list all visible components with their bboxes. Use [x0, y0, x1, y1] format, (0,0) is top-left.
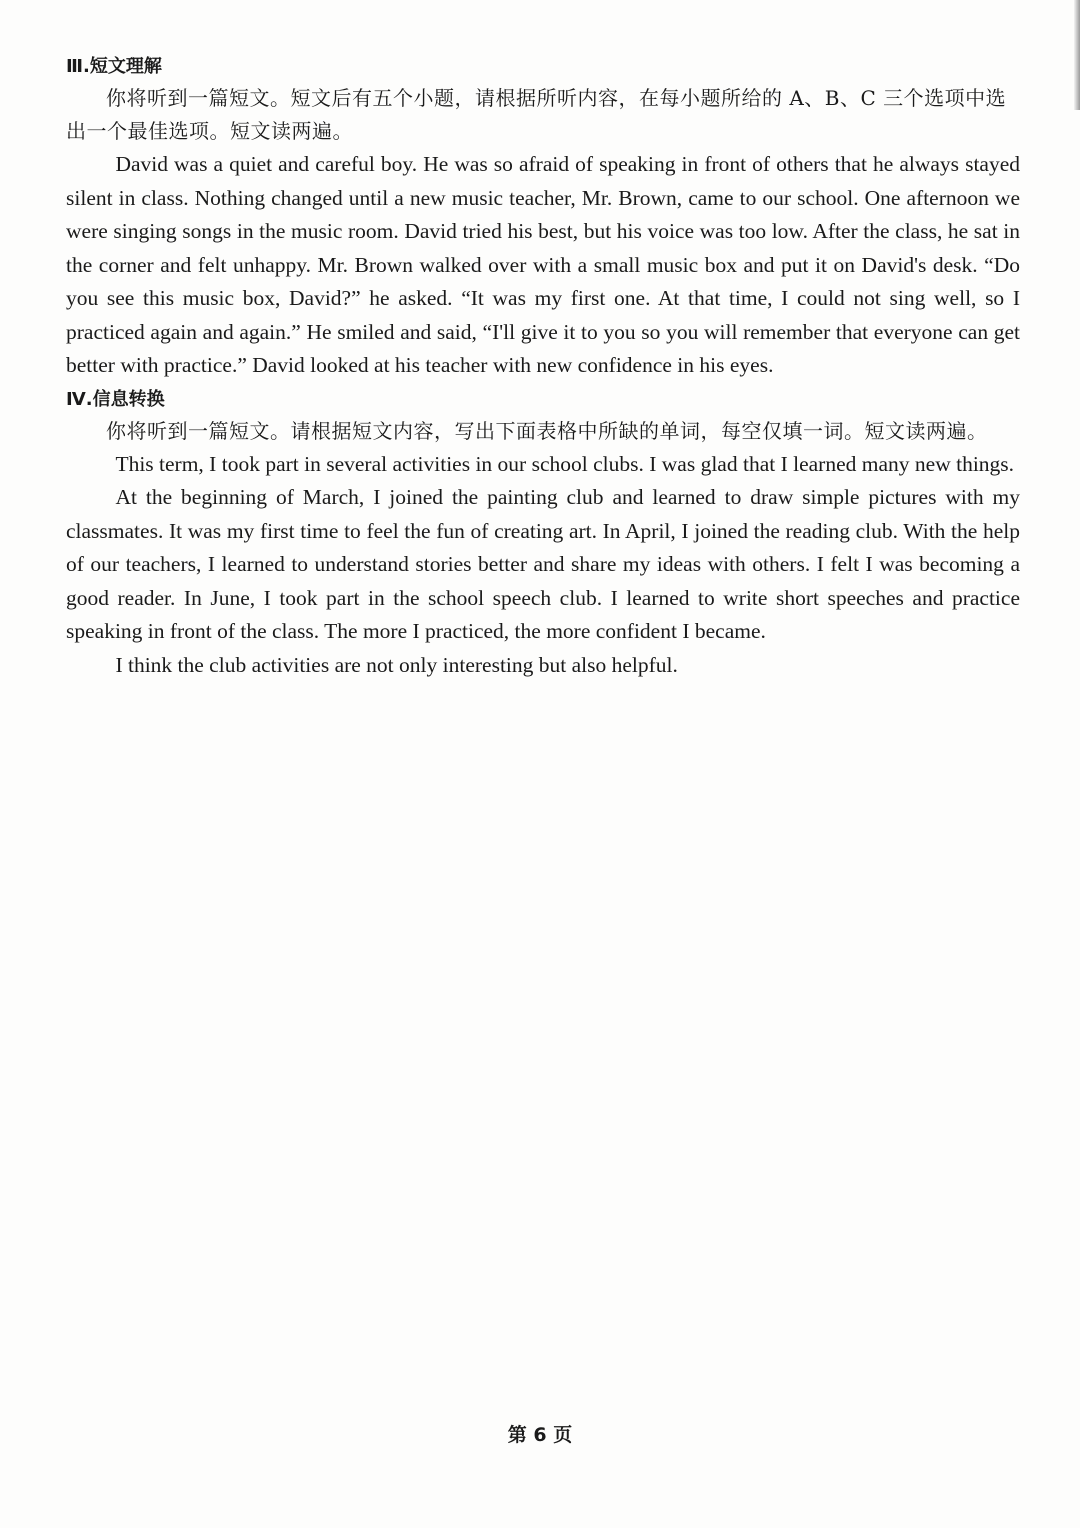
- section-3-passage: David was a quiet and careful boy. He was so afraid of speaking in front of others that he always stayed silent in class. Nothing changed until a new music teacher, Mr. Brown, came to our school. One afternoon we were singing songs in the music room. David tried his best, but his voice was too low. After the class, he sat in the corner and felt unhappy. Mr. Brown walked over with a small music box and put it on David's desk. “Do you see this music box, David?” he asked. “It was my first one. At that time, I could not sing well, so I practiced again and again.” He smiled and said, “I'll give it to you so you will remember that everyone can get better with practice.” David looked at his teacher with new confidence in his eyes.: [66, 152, 1020, 377]
- page-number: 第 6 页: [507, 1424, 573, 1446]
- page-edge-shadow: [1074, 0, 1080, 110]
- page-content: [66, 52, 1020, 682]
- section-3-instruction: 你将听到一篇短文。短文后有五个小题，请根据所听内容，在每小题所给的 A、B、C 三个选项中选出一个最佳选项。短文读两遍。: [66, 86, 1007, 143]
- section-4-paragraph-2: At the beginning of March, I joined the painting club and learned to draw simple pictures with my classmates. It was my first time to feel the fun of creating art. In April, I joined the reading club. With the help of our teachers, I learned to understand stories better and share my ideas with others. I felt I was becoming a good reader. In June, I took part in the school speech club. I learned to write short speeches and practice speaking in front of the class. The more I practiced, the more confident I became.: [66, 485, 1020, 643]
- section-4-title: Ⅳ.信息转换: [66, 388, 165, 410]
- section-4-paragraph-1: This term, I took part in several activities in our school clubs. I was glad that I learned many new things.: [115, 451, 1015, 476]
- section-4-instruction: 你将听到一篇短文。请根据短文内容，写出下面表格中所缺的单词，每空仅填一词。短文读两遍。: [106, 418, 988, 443]
- section-3-title: Ⅲ.短文理解: [66, 56, 162, 77]
- section-4-paragraph-3: I think the club activities are not only interesting but also helpful.: [115, 652, 678, 677]
